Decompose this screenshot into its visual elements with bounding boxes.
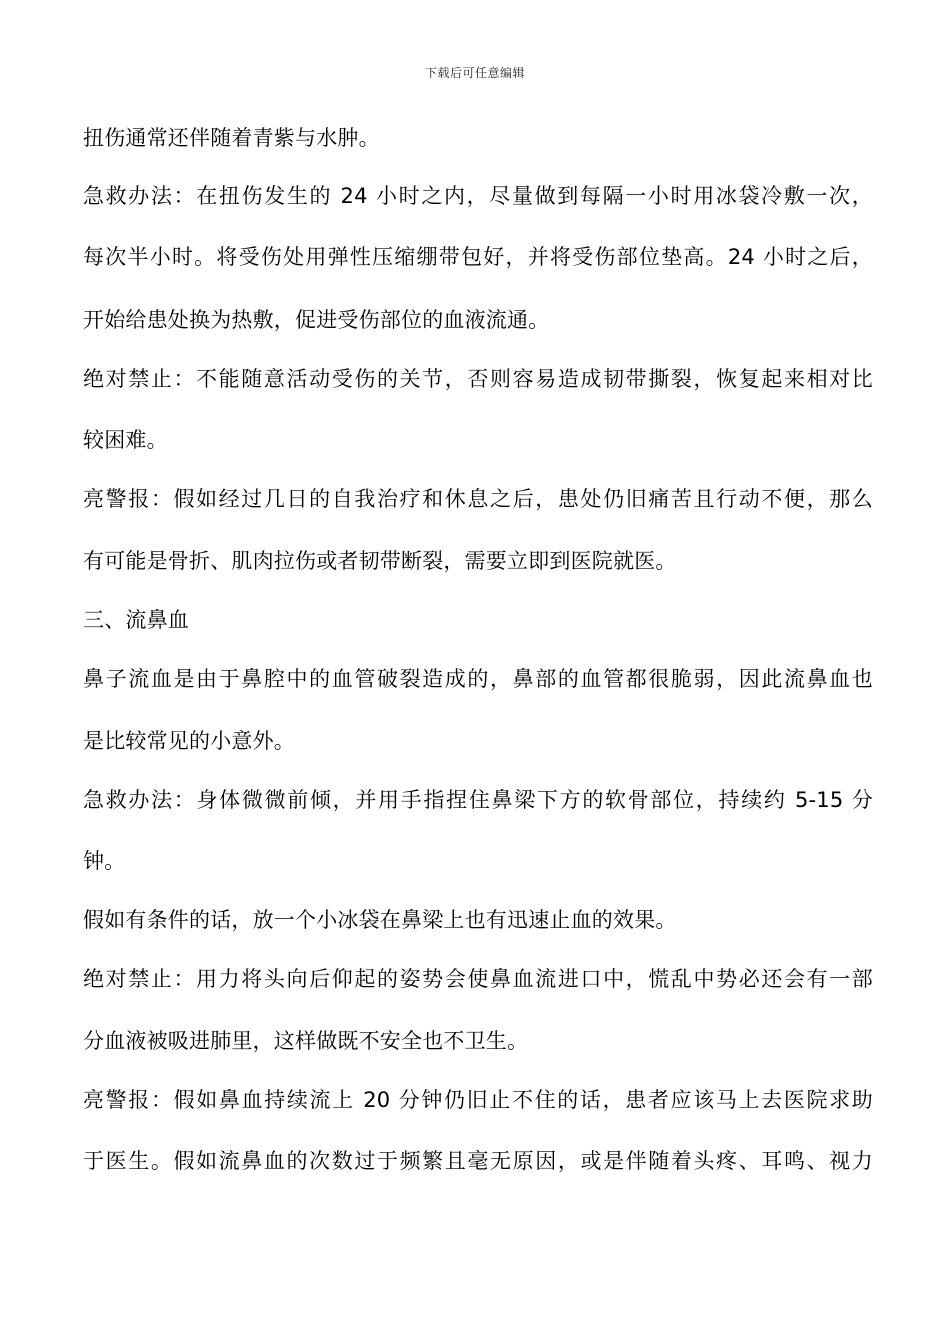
text-line: 每次半小时。将受伤处用弹性压缩绷带包好，并将受伤部位垫高。24 小时之后，: [83, 245, 873, 269]
page-header: 下载后可任意编辑: [424, 66, 525, 80]
text-line: 开始给患处换为热敷，促进受伤部位的血液流通。: [83, 308, 550, 332]
text-line: 绝对禁止：用力将头向后仰起的姿势会使鼻血流进口中，慌乱中势必还会有一部: [83, 967, 873, 991]
text-line: 有可能是骨折、肌肉拉伤或者韧带断裂，需要立即到医院就医。: [83, 549, 677, 573]
text-line: 鼻子流血是由于鼻腔中的血管破裂造成的，鼻部的血管都很脆弱，因此流鼻血也: [83, 667, 873, 691]
text-line: 急救办法：在扭伤发生的 24 小时之内，尽量做到每隔一小时用冰袋冷敷一次，: [83, 184, 873, 208]
text-line: 亮警报：假如经过几日的自我治疗和休息之后，患处仍旧痛苦且行动不便，那么: [83, 487, 873, 511]
section-heading: 三、流鼻血: [83, 608, 189, 632]
text-line: 急救办法：身体微微前倾，并用手指捏住鼻梁下方的软骨部位，持续约 5-15 分: [83, 788, 873, 812]
text-line: 绝对禁止：不能随意活动受伤的关节，否则容易造成韧带撕裂，恢复起来相对比: [83, 367, 873, 391]
text-line: 是比较常见的小意外。: [83, 729, 295, 753]
text-line: 假如有条件的话，放一个小冰袋在鼻梁上也有迅速止血的效果。: [83, 908, 677, 932]
text-line: 钟。: [83, 849, 126, 873]
text-line: 分血液被吸进肺里，这样做既不安全也不卫生。: [83, 1029, 529, 1053]
text-line: 扭伤通常还伴随着青紫与水肿。: [83, 126, 380, 150]
text-line: 较困难。: [83, 428, 168, 452]
text-line: 于医生。假如流鼻血的次数过于频繁且毫无原因，或是伴随着头疼、耳鸣、视力: [83, 1149, 873, 1173]
text-line: 亮警报：假如鼻血持续流上 20 分钟仍旧止不住的话，患者应该马上去医院求助: [83, 1088, 873, 1112]
